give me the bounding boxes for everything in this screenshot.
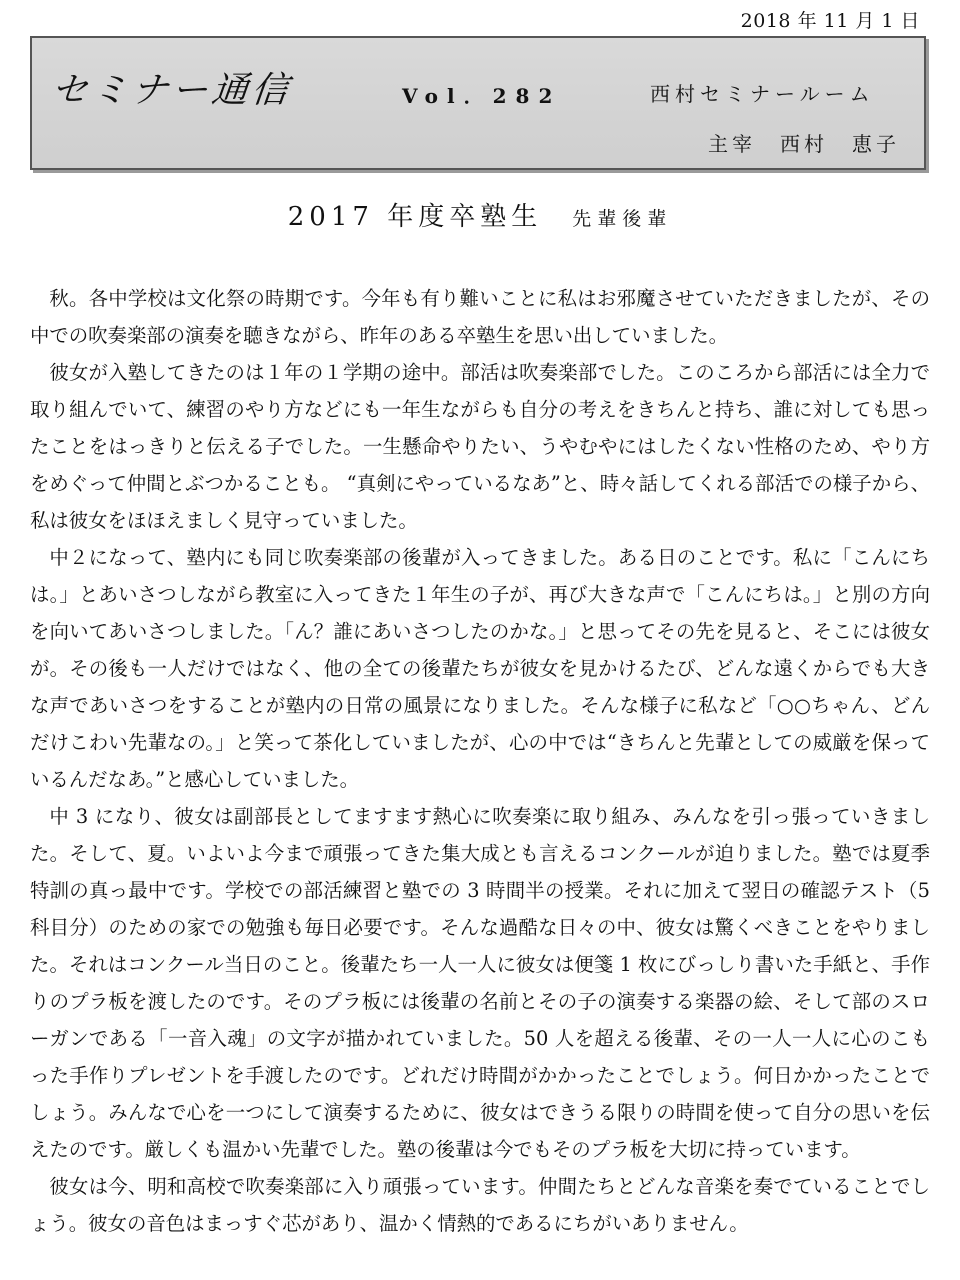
article-title: 2017 年度卒塾生 [287,202,543,232]
organization-name: 西村セミナールーム [650,82,875,106]
paragraph: 中２になって、塾内にも同じ吹奏楽部の後輩が入ってきました。ある日のことです。私に「こんにちは。」とあいさつしながら教室に入ってきた１年生の子が、再び大きな声で「こんにちは。」と別の方向を向いてあいさつしました。「ん？誰にあいさつしたのかな。」と思ってその先を見ると、そこには彼女が。その後も一人だけではなく、他の全ての後輩たちが彼女を見かけるたび、どんな遠くからでも大きな声であいさつをすることが塾内の日常の風景になりました。そんな様子に私など「○○ちゃん、どんだけこわい先輩なの。」と笑って茶化していましたが、心の中では“きちんと先輩としての威厳を保っているんだなあ。”と感心していました。 [30,546,930,791]
article-heading [0,196,960,233]
article-body [30,280,930,1242]
newsletter-title: セミナー通信 [49,70,294,111]
paragraph: 中 3 になり、彼女は副部長としてますます熱心に吹奏楽に取り組み、みんなを引っ張っていきました。そして、夏。いよいよ今まで頑張ってきた集大成とも言えるコンクールが迫りました。塾では夏季特訓の真っ最中です。学校での部活練習と塾での 3 時間半の授業。それに加えて翌日の確認テスト（5 科目分）のための家での勉強も毎日必要です。そんな過酷な日々の中、彼女は驚くべきことをやりました。それはコンクール当日のこと。後輩たち一人一人に彼女は便箋 1 枚にびっしり書いた手紙と、手作りのプラ板を渡したのです。そのプラ板には後輩の名前とその子の演奏する楽器の絵、そして部のスローガンである「一音入魂」の文字が描かれていました。50 人を超える後輩、その一人一人に心のこもった手作りプレゼントを手渡したのです。どれだけ時間がかかったことでしょう。何日かかったことでしょう。みんなで心を一つにして演奏するために、彼女はできうる限りの時間を使って自分の思いを伝えたのです。厳しくも温かい先輩でした。塾の後輩は今でもそのプラ板を大切に持っています。 [30,805,930,1161]
article-subtitle: 先輩後輩 [572,208,673,230]
issue-date: 2018 年 11 月 1 日 [740,10,920,32]
paragraph: 彼女が入塾してきたのは１年の１学期の途中。部活は吹奏楽部でした。このころから部活には全力で取り組んでいて、練習のやり方などにも一年生ながらも自分の考えをきちんと持ち、誰に対しても思ったことをはっきりと伝える子でした。一生懸命やりたい、うやむやにはしたくない性格のため、やり方をめぐって仲間とぶつかることも。 “真剣にやっているなあ”と、時々話してくれる部活での様子から、私は彼女をほほえましく見守っていました。 [30,361,930,532]
volume-number: Vol．282 [402,84,562,108]
newsletter-header [30,36,926,170]
paragraph: 彼女は今、明和高校で吹奏楽部に入り頑張っています。仲間たちとどんな音楽を奏でていることでしょう。彼女の音色はまっすぐ芯があり、温かく情熱的であるにちがいありません。 [30,1175,930,1235]
host-name: 主宰 西村 恵子 [708,132,900,156]
paragraph: 秋。各中学校は文化祭の時期です。今年も有り難いことに私はお邪魔させていただきましたが、その中での吹奏楽部の演奏を聴きながら、昨年のある卒塾生を思い出していました。 [30,287,930,347]
